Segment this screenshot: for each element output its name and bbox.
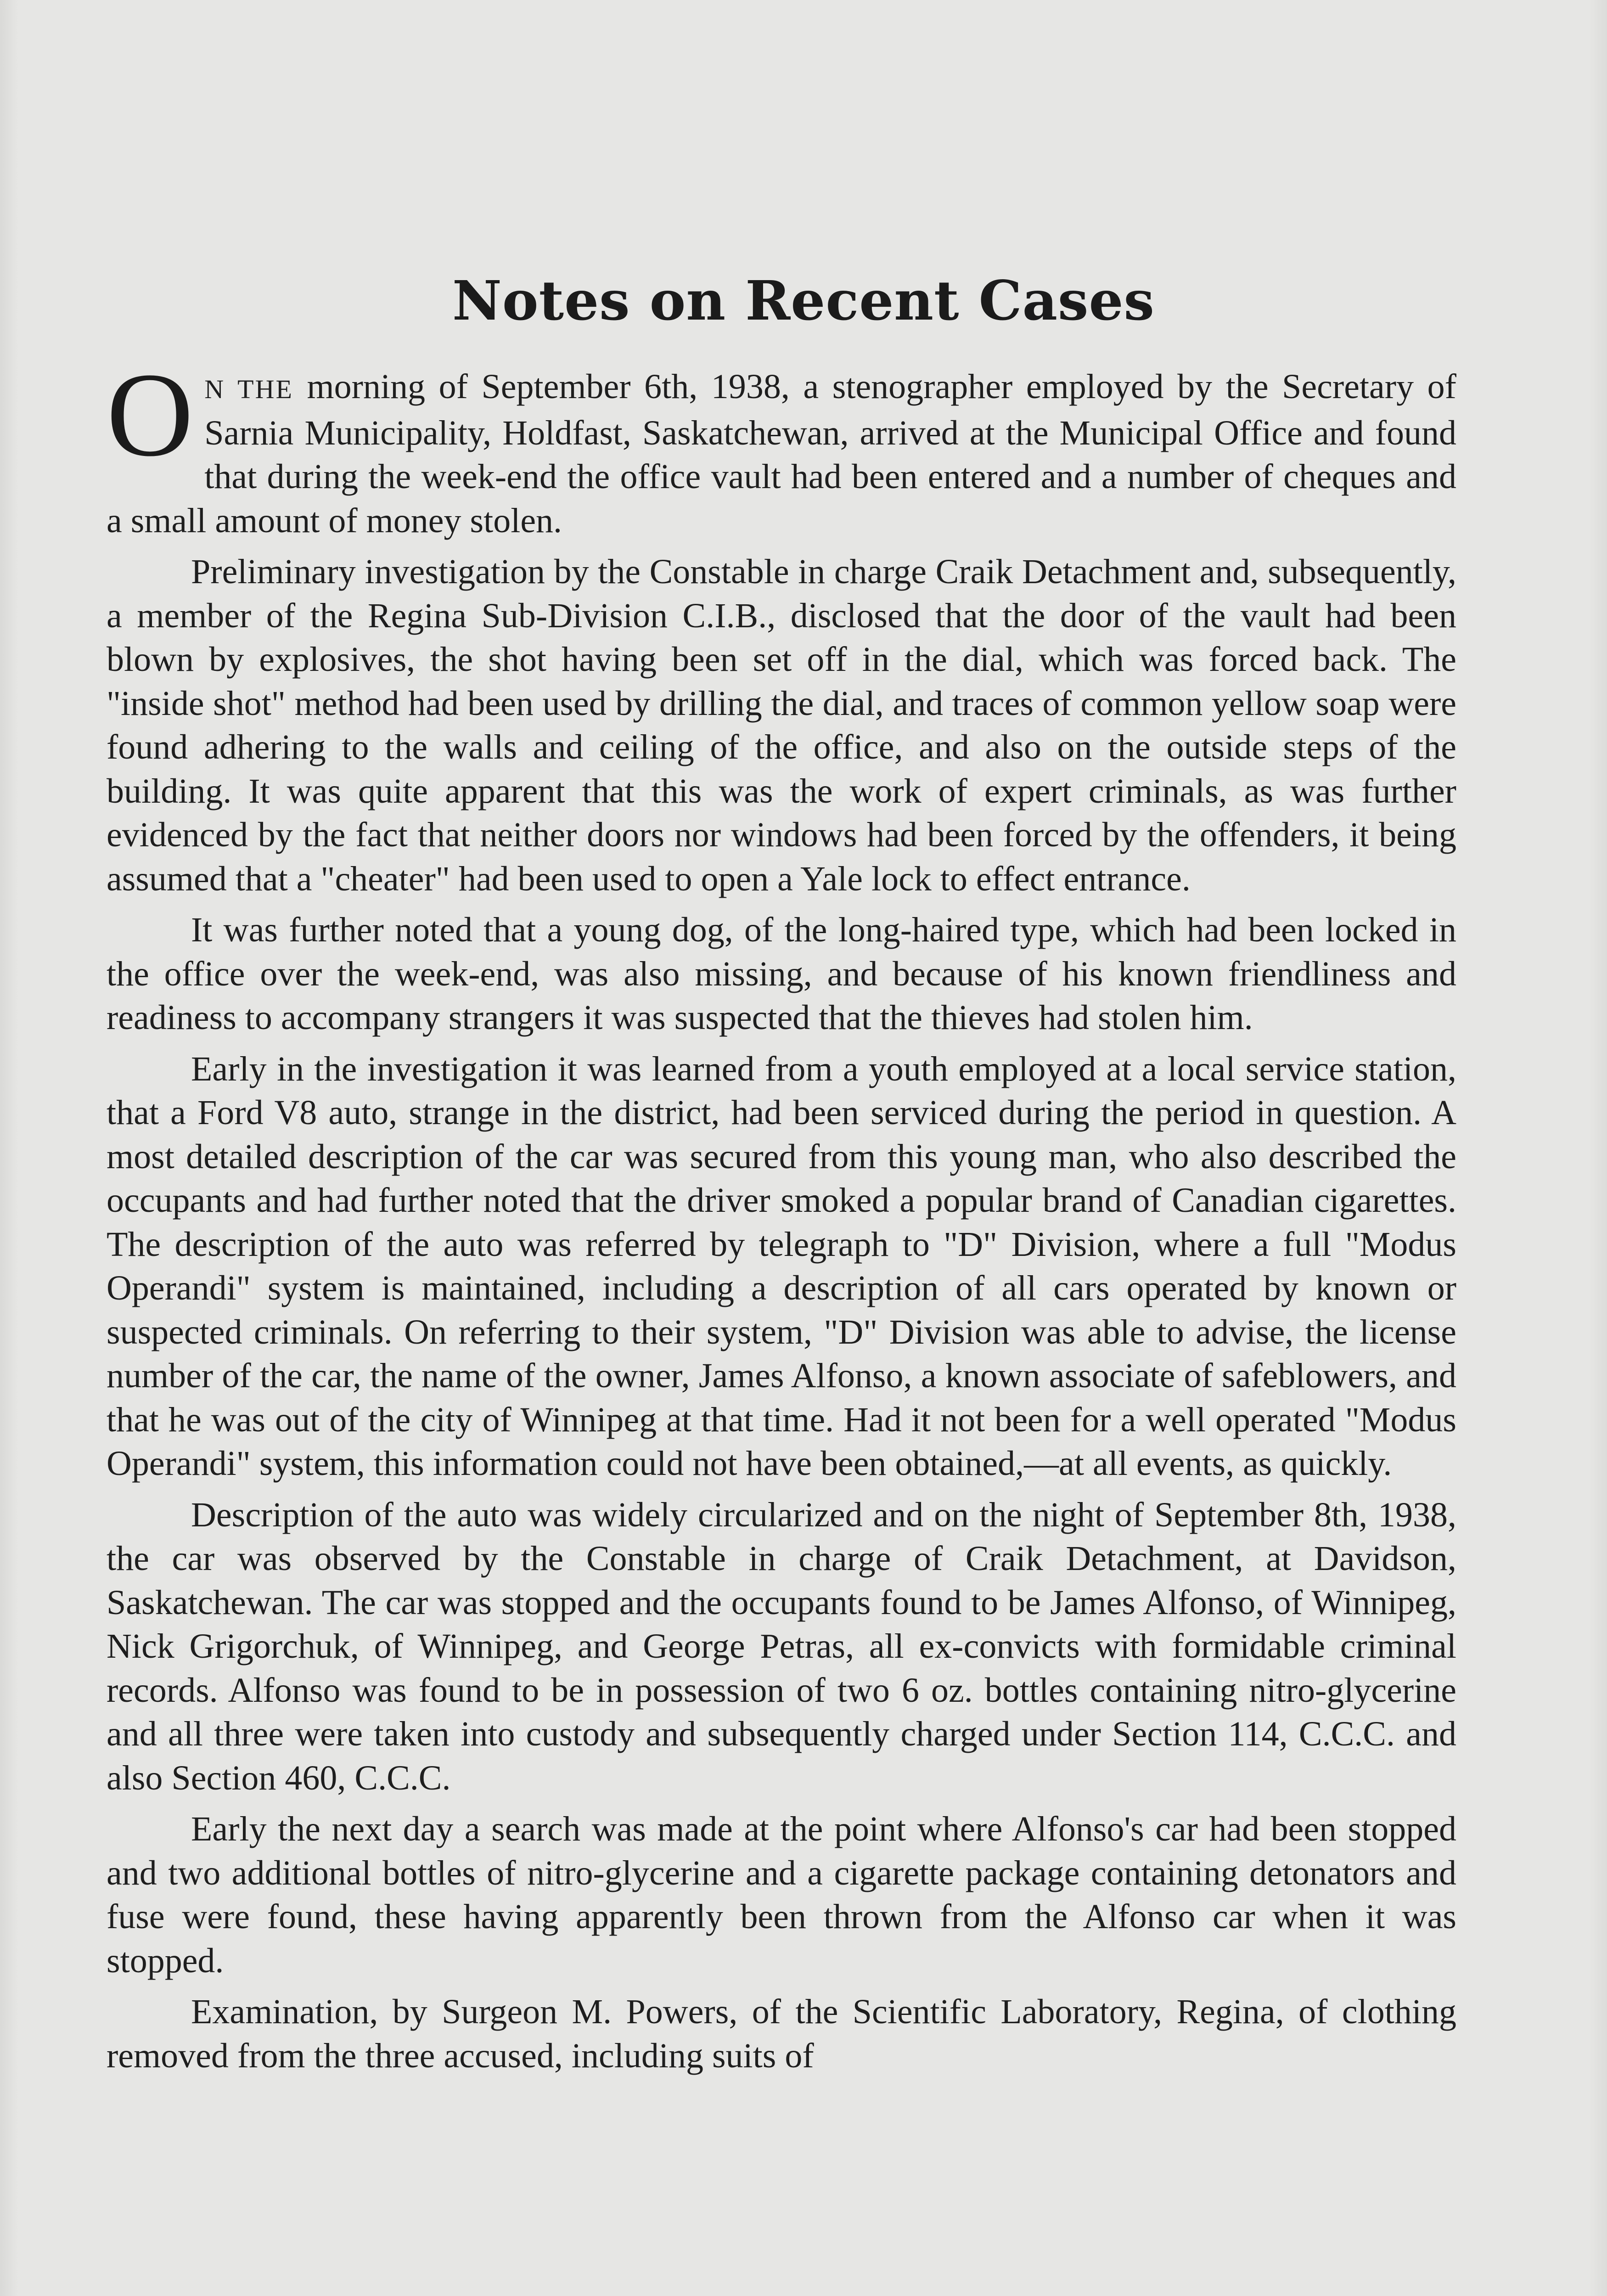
paragraph-1 (107, 348, 1456, 543)
small-caps-lead: N THE (204, 374, 293, 404)
article-body (107, 348, 1456, 2085)
paragraph-4: Early in the investigation it was learned from a youth employed at a local service station, that a Ford V8 auto, strange in the district, had been serviced during the period in question. A most detailed description of the car was secured from this young man, who also described the occupants and had further noted that the driver smoked a popular brand of Canadian cigarettes. The description of the auto was referred by telegraph to "D" Division, where a full "Modus Operandi" system is maintained, including a description of all cars operated by known or suspected criminals. On referring to their system, "D" Division was able to advise, the license number of the car, the name of the owner, James Alfonso, a known associate of safeblowers, and that he was out of the city of Winnipeg at that time. Had it not been for a well operated "Modus Operandi" system, this information could not have been obtained,—at all events, as quickly. (107, 1049, 1456, 1483)
paragraph-2: Preliminary investigation by the Constable in charge Craik Detachment and, subsequently, a member of the Regina Sub-Division C.I.B., disclosed that the door of the vault had been blown by explosives, the shot having been set off in the dial, which was forced back. The "inside shot" method had been used by drilling the dial, and traces of common yellow soap were found adhering to the walls and ceiling of the office, and also on the outside steps of the building. It was quite apparent that this was the work of expert criminals, as was further evidenced by the fact that neither doors nor windows had been forced by the offenders, it being assumed that a "cheater" had been used to open a Yale lock to effect entrance. (107, 552, 1456, 898)
page-title: Notes on Recent Cases (452, 269, 1155, 332)
drop-cap: O (107, 348, 194, 481)
paragraph-text: morning of September 6th, 1938, a stenographer employed by the Secretary of Sarnia Municipality, Holdfast, Saskatchewan, arrived at the Municipal Office and found that during the week-end the office vault had been entered and a number of cheques and a small amount of money stolen. (107, 367, 1456, 540)
paragraph-6: Early the next day a search was made at the point where Alfonso's car had been stopped and two additional bottles of nitro-glycerine and a cigarette package containing detonators and fuse were found, these having apparently been thrown from the Alfonso car when it was stopped. (107, 1810, 1456, 1980)
paragraph-7: Examination, by Surgeon M. Powers, of the Scientific Laboratory, Regina, of clothing removed from the three accused, including suits of (107, 1992, 1456, 2075)
paragraph-5: Description of the auto was widely circularized and on the night of September 8th, 1938, the car was observed by the Constable in charge of Craik Detachment, at Davidson, Saskatchewan. The car was stopped and the occupants found to be James Alfonso, of Winnipeg, Nick Grigorchuk, of Winnipeg, and George Petras, all ex-convicts with formidable criminal records. Alfonso was found to be in possession of two 6 oz. bottles containing nitro-glycerine and all three were taken into custody and subsequently charged under Section 114, C.C.C. and also Section 460, C.C.C. (107, 1495, 1456, 1797)
paragraph-3: It was further noted that a young dog, of the long-haired type, which had been locked in the office over the week-end, was also missing, and because of his known friendliness and readiness to accompany strangers it was suspected that the thieves had stolen him. (107, 911, 1456, 1037)
